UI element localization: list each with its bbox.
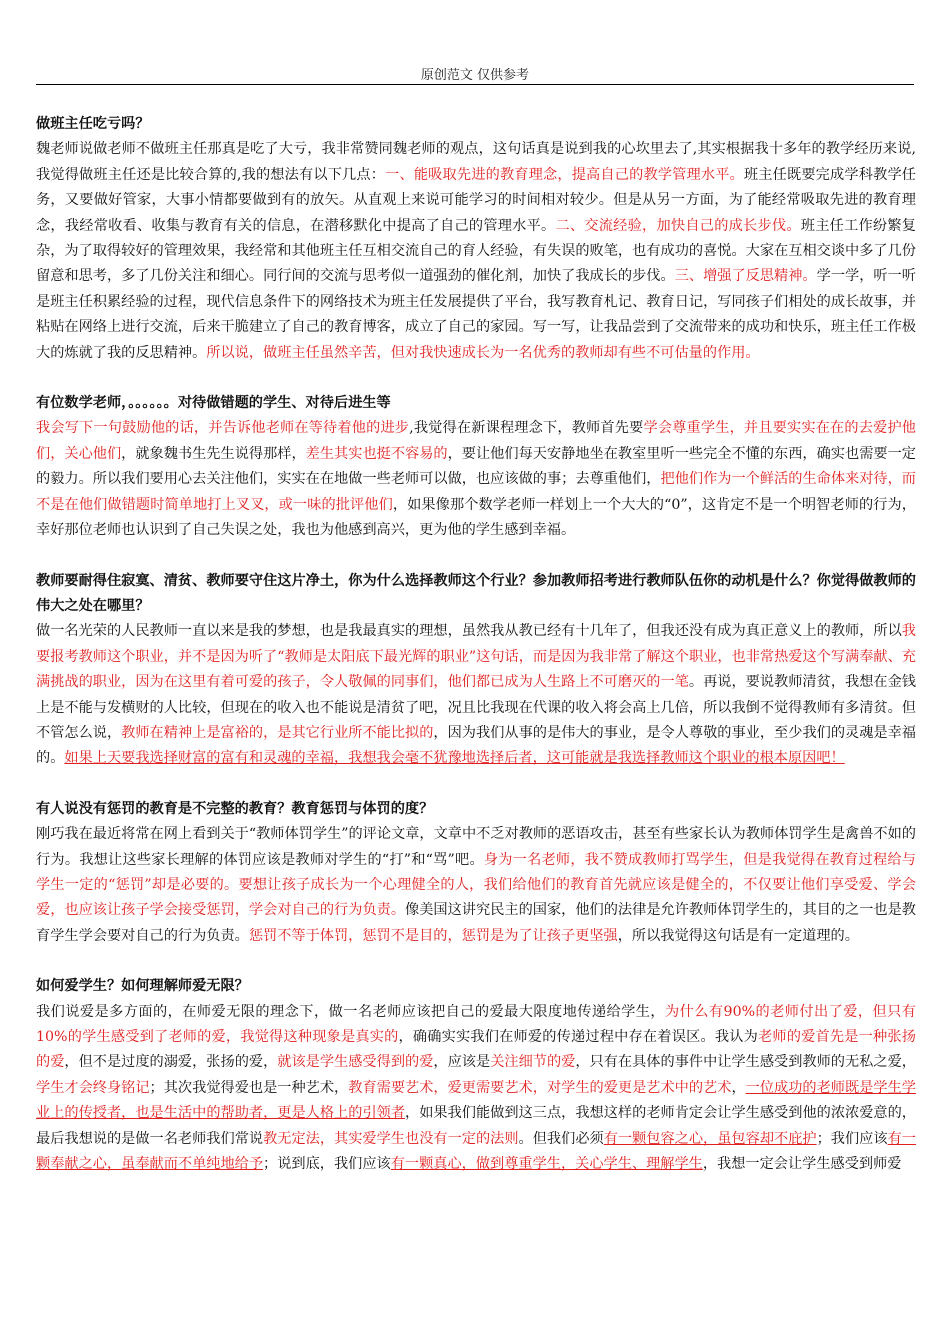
section-question: 做班主任吃亏吗？: [36, 116, 150, 132]
section-answer: [36, 1000, 916, 1178]
highlighted-text: 老师的爱首先是一种张扬的爱: [36, 1029, 916, 1071]
highlighted-text: 教师在精神上是富裕的，是其它行业所不能比拟的: [121, 724, 434, 741]
answer-text: ，应该是: [433, 1054, 491, 1071]
section-question: 教师要耐得住寂寞、清贫、教师要守住这片净土，你为什么选择教师这个行业？参加教师招考进行教师队伍你的动机是什么？你觉得做教师的伟大之处在哪里？: [36, 572, 916, 614]
header-rule: [36, 84, 914, 85]
section-answer: [36, 822, 916, 949]
section-answer: [36, 137, 916, 366]
highlighted-text: 一位成功的老师既是学生学业上的传授者，也是生活中的帮助者，更是人格上的引领者: [36, 1079, 916, 1122]
section-question: 如何爱学生？如何理解师爱无限？: [36, 978, 249, 995]
answer-text: ,我觉得在新课程理念下，教师首先要: [409, 420, 644, 437]
highlighted-text: 我要报考教师这个职业，并不是因为听了“教师是太阳底下最光辉的职业”这句话，而是因为我非常了解这个职业，也非常热爱这个写满奉献、充满挑战的职业，因为在这里有着可爱的孩子，令人敬佩的同事们，他们都已成为人生路上不可磨灭的一笔: [36, 623, 916, 691]
section-answer: [36, 619, 916, 771]
section-answer: [36, 416, 916, 543]
highlighted-text: 有一颗奉献之心，虽奉献而不单纯地给予: [36, 1130, 916, 1173]
highlighted-text: 三、增强了反思精神。: [674, 268, 817, 285]
answer-text: 做一名光荣的人民教师一直以来是我的梦想，也是我最真实的理想，虽然我从教已经有十几年了，但我还没有成为真正意义上的教师，所以: [36, 623, 902, 640]
highlighted-text: 身为一名老师，我不赞成教师打骂学生，但是我觉得在教育过程给与学生一定的“惩罚”却是必要的。要想让孩子成长为一个心理健全的人，我们给他们的教育首先就应该是健全的，不仅要让他们享受爱、学会爱，也应该让孩子学会接受惩罚，学会对自己的行为负责。: [36, 851, 916, 919]
answer-text: 。再说，要说教师清贫，我想在金钱上是不能与发横财的人比较，但现在的收入也不能说是清贫了吧，况且比我现在代课的收入将会高上几倍，所以我倒不觉得教师有多清贫。但不管怎么说，: [36, 674, 916, 741]
highlighted-text: 学会尊重学生，并且要实实在在的去爱护他们，关心他们: [36, 420, 916, 462]
section-question: 有位数学老师，。。。。。。对待做错题的学生、对待后进生等: [36, 395, 391, 412]
highlighted-text: 学生才会终身铭记: [36, 1079, 150, 1096]
highlighted-text: 一、能吸取先进的教育理念，提高自己的教学管理水平。: [385, 166, 744, 183]
section-gap: [36, 544, 916, 569]
page-header: 原创范文 仅供参考: [420, 68, 530, 83]
answer-text: ，我想一定会让学生感受到师爱: [702, 1156, 902, 1173]
answer-text: ，但不是过度的溺爱，张扬的爱，: [64, 1054, 278, 1071]
answer-text: 学一学，听一听是班主任积累经验的过程，现代信息条件下的网络技术为班主任发展提供了平台，我写教育札记、教育日记，写同孩子们相处的成长故事，并粘贴在网络上进行交流，后来干脆建立了自己的教育博客，成立了自己的家园。写一写，让我品尝到了交流带来的成功和快乐，班主任工作极大的炼就了我的反思精神。: [36, 268, 916, 361]
highlighted-text: 如果上天要我选择财富的富有和灵魂的幸福，我想我会毫不犹豫地选择后者，这可能就是我选择教师这个职业的根本原因吧！: [64, 750, 845, 767]
answer-text: ；我们应该: [816, 1130, 888, 1147]
highlighted-text: 关注细节的爱: [490, 1054, 576, 1071]
document-body: [36, 112, 916, 1177]
answer-text: ，如果像那个数学老师一样划上一个大大的“0”，这肯定不是一个明智老师的行为，幸好那位老师也认识到了自己失误之处，我也为他感到高兴，更为他的学生感到幸福。: [36, 496, 916, 539]
highlighted-text: 教育需要艺术，爱更需要艺术，对学生的爱更是艺术中的艺术: [348, 1079, 732, 1096]
section-gap: [36, 772, 916, 797]
answer-text: 刚巧我在最近将常在网上看到关于“教师体罚学生”的评论文章，文章中不乏对教师的恶语攻击，甚至有些家长认为教师体罚学生是禽兽不如的行为。我想让这些家长理解的体罚应该是教师对学生的“打”和“骂”吧。: [36, 826, 916, 868]
answer-text: ，确确实实我们在师爱的传递过程中存在着误区。我认为: [398, 1029, 758, 1045]
answer-text: ；其次我觉得爱也是一种艺术，: [149, 1079, 349, 1096]
answer-text: ，要让他们每天安静地坐在教室里听一些完全不懂的东西，确实也需要一定的毅力。所以我们要用心去关注他们，实实在在地做一些老师可以做，也应该做的事；去尊重他们，: [36, 445, 916, 488]
answer-text: 班主任既要完成学科教学任务，又要做好管家，大事小情都要做到有的放矢。从直观上来说可能学习的时间相对较少。但是从另一方面，为了能经常吸取先进的教育理念，我经常收看、收集与教育有关的信息，在潜移默化中提高了自己的管理水平。: [36, 166, 916, 234]
highlighted-text: 我会写下一句鼓励他的话，并告诉他老师在等待着他的进步: [36, 420, 410, 437]
answer-text: ，因为我们从事的是伟大的事业，是令人尊敬的事业，至少我们的灵魂是幸福的。: [36, 724, 916, 767]
section-question: 有人说没有惩罚的教育是不完整的教育？教育惩罚与体罚的度？: [36, 800, 434, 817]
highlighted-text: 二、交流经验，加快自己的成长步伐。: [555, 217, 801, 234]
highlighted-text: 所以说，做班主任虽然辛苦，但对我快速成长为一名优秀的教师却有些不可估量的作用。: [206, 344, 760, 361]
answer-text: 。但我们必须: [518, 1130, 604, 1147]
answer-text: 像美国这讲究民主的国家，他们的法律是允许教师体罚学生的，其目的之一也是教育学生学会要对自己的行为负责。: [36, 902, 916, 944]
answer-text: ，所以我觉得这句话是有一定道理的。: [617, 927, 859, 944]
answer-text: 我们说爱是多方面的，在师爱无限的理念下，做一名老师应该把自己的爱最大限度地传递给学生，: [36, 1003, 666, 1020]
highlighted-text: 把他们作为一个鲜活的生命体来对待，而不是在他们做错题时简单地打上叉叉，或一味的批评他们: [36, 471, 916, 513]
section-gap: [36, 949, 916, 974]
highlighted-text: 有一颗真心，做到尊重学生，关心学生、理解学生: [390, 1156, 703, 1173]
answer-text: ，只有在具体的事件中让学生感受到教师的无私之爱，: [575, 1054, 916, 1071]
highlighted-text: 有一颗包容之心，虽包容却不庇护: [603, 1130, 817, 1147]
highlighted-text: 教无定法，其实爱学生也没有一定的法则: [263, 1130, 519, 1147]
answer-text: ，如果我们能做到这三点，我想这样的老师肯定会让学生感受到他的浓浓爱意的，最后我想说的是做一名老师我们常说: [36, 1105, 916, 1147]
answer-text: 班主任工作纷繁复杂，为了取得较好的管理效果，我经常和其他班主任互相交流自己的育人经验，有失误的败笔，也有成功的喜悦。大家在互相交谈中多了几份留意和思考，多了几份关注和细心。同行间的交流与思考似一道强劲的催化剂，加快了我成长的步伐。: [36, 217, 916, 285]
highlighted-text: 就该是学生感受得到的爱: [277, 1054, 434, 1071]
highlighted-text: 为什么有90%的老师付出了爱，但只有10%的学生感受到了老师的爱，我觉得这种现象是真实的: [36, 1003, 916, 1045]
answer-text: ，: [731, 1079, 746, 1096]
answer-text: ，就象魏书生先生说得那样，: [121, 445, 306, 462]
answer-text: ；说到底，我们应该: [263, 1156, 391, 1173]
section-gap: [36, 366, 916, 391]
highlighted-text: 惩罚不等于体罚，惩罚不是目的，惩罚是为了让孩子更坚强: [248, 927, 618, 944]
highlighted-text: 差生其实也挺不容易的: [305, 445, 448, 462]
answer-text: 魏老师说做老师不做班主任那真是吃了大亏，我非常赞同魏老师的观点，这句话真是说到我的心坎里去了,其实根据我十多年的教学经历来说,我觉得做班主任还是比较合算的,我的想法有以下几点：: [36, 141, 916, 183]
